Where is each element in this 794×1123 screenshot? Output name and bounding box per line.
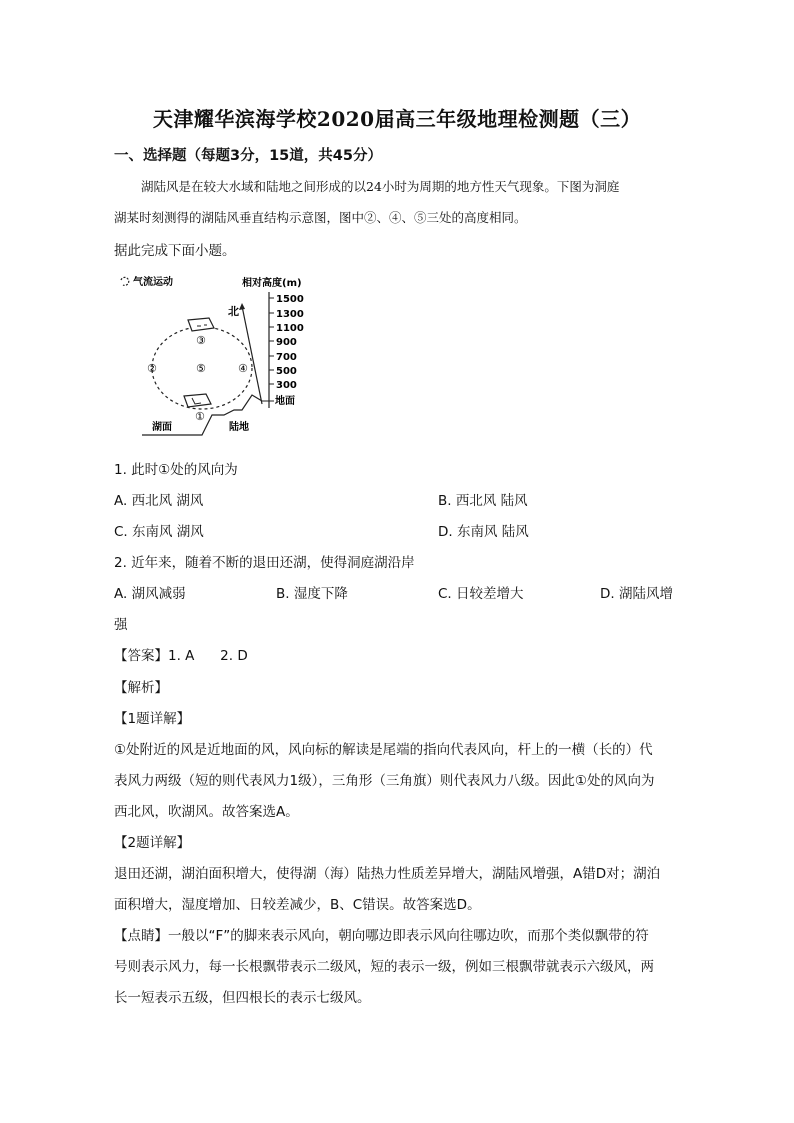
tick-1500: 1500 [276, 294, 304, 305]
tip-line-3: 长一短表示五级，但四根长的表示七级风。 [114, 990, 371, 1006]
detail2-line-1: 退田还湖，湖泊面积增大，使得湖（海）陆热力性质差异增大，湖陆风增强，A错D对；湖泊 [114, 866, 661, 882]
answer-text: 1. A 2. D [168, 648, 248, 664]
point-label-4: ④ [238, 362, 248, 375]
q2-option-c: C. 日较差增大 [438, 586, 524, 602]
lower-wind-symbol [184, 394, 211, 407]
answer-row [114, 644, 248, 664]
detail1-line-1: ①处附近的风是近地面的风，风向标的解读是尾端的指向代表风向，杆上的一横（长的）代 [114, 742, 653, 758]
point-label-1: ① [195, 410, 205, 423]
q2-option-d-wrap: 强 [114, 617, 128, 633]
ground-label: 地面 [275, 396, 295, 407]
q2-option-b: B. 湿度下降 [276, 586, 348, 602]
detail2-label: 【2题详解】 [114, 835, 191, 851]
page-title: 天津耀华滨海学校2020届高三年级地理检测题（三） [152, 107, 642, 131]
lake-label: 湖面 [152, 422, 172, 433]
legend-label: 气流运动 [133, 277, 173, 288]
detail1-label: 【1题详解】 [114, 711, 191, 727]
north-label: 北 [228, 305, 239, 318]
answer-label: 【答案】 [114, 648, 168, 664]
axis-ticks [262, 298, 274, 401]
q1-option-d: D. 东南风 陆风 [438, 524, 529, 540]
north-arrow-head [239, 303, 245, 310]
point-label-5: ⑤ [196, 362, 206, 375]
tick-300: 300 [276, 380, 297, 391]
tick-1100: 1100 [276, 323, 304, 334]
section-heading: 一、选择题（每题3分，15道，共45分） [114, 148, 382, 164]
detail1-line-3: 西北风，吹湖风。故答案选A。 [114, 804, 299, 820]
tick-700: 700 [276, 352, 297, 363]
tick-500: 500 [276, 366, 297, 377]
detail2-line-2: 面积增大，湿度增加、日较差减少，B、C错误。故答案选D。 [114, 897, 481, 913]
q1-option-a: A. 西北风 湖风 [114, 493, 204, 509]
upper-wind-symbol [188, 318, 214, 331]
point-label-3: ③ [196, 334, 206, 347]
lake-land-breeze-figure [112, 270, 312, 440]
tip-text-1: 一般以“F”的脚来表示风向，朝向哪边即表示风向往哪边吹，而那个类似飘带的符 [168, 928, 649, 944]
tick-900: 900 [276, 337, 297, 348]
intro-line-2: 湖某时刻测得的湖陆风垂直结构示意图，图中②、④、⑤三处的高度相同。 [114, 210, 527, 225]
analysis-label: 【解析】 [114, 680, 168, 696]
q2-stem: 2. 近年来，随着不断的退田还湖，使得洞庭湖沿岸 [114, 555, 415, 571]
detail1-line-2: 表风力两级（短的则代表风力1级），三角形（三角旗）则代表风力八级。因此①处的风向为 [114, 773, 655, 789]
q2-option-a: A. 湖风减弱 [114, 586, 186, 602]
land-label: 陆地 [229, 422, 249, 433]
axis-label: 相对高度(m) [242, 278, 302, 289]
q2-option-d: D. 湖陆风增 [600, 586, 673, 602]
north-arrow [242, 306, 262, 404]
intro-line-1: 湖陆风是在较大水域和陆地之间形成的以24小时为周期的地方性天气现象。下图为洞庭 [141, 179, 620, 194]
tick-1300: 1300 [276, 309, 304, 320]
q1-option-c: C. 东南风 湖风 [114, 524, 204, 540]
tip-line-2: 号则表示风力，每一长根飘带表示二级风，短的表示一级，例如三根飘带就表示六级风，两 [114, 959, 654, 975]
legend-airflow-icon [121, 277, 129, 285]
tip-label: 【点睛】 [114, 928, 168, 944]
point-label-2: ② [147, 362, 157, 375]
q1-stem: 1. 此时①处的风向为 [114, 462, 238, 478]
tip-line-1 [114, 924, 649, 944]
intro-line-3: 据此完成下面小题。 [114, 243, 236, 259]
q1-option-b: B. 西北风 陆风 [438, 493, 528, 509]
